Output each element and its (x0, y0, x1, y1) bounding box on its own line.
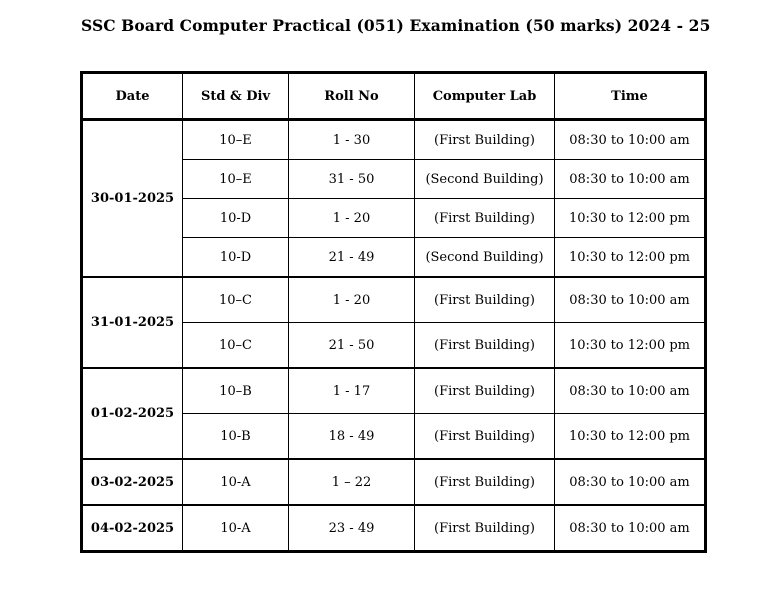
std-div-cell: 10-D (183, 199, 289, 238)
std-div-cell: 10–C (183, 323, 289, 369)
exam-schedule-table (80, 71, 707, 553)
time-cell: 10:30 to 12:00 pm (555, 238, 706, 278)
std-div-cell: 10-B (183, 414, 289, 460)
roll-no-cell: 18 - 49 (289, 414, 415, 460)
table-row (82, 459, 706, 505)
date-cell: 01-02-2025 (82, 368, 183, 459)
roll-no-cell: 1 - 20 (289, 277, 415, 323)
computer-lab-cell: (Second Building) (415, 160, 555, 199)
roll-no-cell: 1 - 17 (289, 368, 415, 414)
computer-lab-cell: (First Building) (415, 414, 555, 460)
time-cell: 08:30 to 10:00 am (555, 277, 706, 323)
time-cell: 08:30 to 10:00 am (555, 160, 706, 199)
table-row (82, 120, 706, 160)
date-cell: 31-01-2025 (82, 277, 183, 368)
roll-no-cell: 21 - 49 (289, 238, 415, 278)
time-cell: 10:30 to 12:00 pm (555, 323, 706, 369)
header-date: Date (82, 73, 183, 120)
time-cell: 08:30 to 10:00 am (555, 368, 706, 414)
header-roll-no: Roll No (289, 73, 415, 120)
roll-no-cell: 1 - 20 (289, 199, 415, 238)
std-div-cell: 10–E (183, 120, 289, 160)
computer-lab-cell: (First Building) (415, 368, 555, 414)
header-time: Time (555, 73, 706, 120)
time-cell: 10:30 to 12:00 pm (555, 199, 706, 238)
table-row (82, 277, 706, 323)
std-div-cell: 10–C (183, 277, 289, 323)
time-cell: 08:30 to 10:00 am (555, 505, 706, 552)
roll-no-cell: 31 - 50 (289, 160, 415, 199)
time-cell: 10:30 to 12:00 pm (555, 414, 706, 460)
header-row (82, 73, 706, 120)
computer-lab-cell: (First Building) (415, 120, 555, 160)
std-div-cell: 10–E (183, 160, 289, 199)
document-title: SSC Board Computer Practical (051) Examination (50 marks) 2024 - 25 (81, 16, 711, 35)
header-computer-lab: Computer Lab (415, 73, 555, 120)
roll-no-cell: 1 - 30 (289, 120, 415, 160)
computer-lab-cell: (First Building) (415, 199, 555, 238)
std-div-cell: 10-A (183, 505, 289, 552)
computer-lab-cell: (First Building) (415, 505, 555, 552)
time-cell: 08:30 to 10:00 am (555, 120, 706, 160)
computer-lab-cell: (First Building) (415, 323, 555, 369)
roll-no-cell: 21 - 50 (289, 323, 415, 369)
header-std-div: Std & Div (183, 73, 289, 120)
computer-lab-cell: (First Building) (415, 277, 555, 323)
table-row (82, 368, 706, 414)
roll-no-cell: 1 – 22 (289, 459, 415, 505)
date-cell: 30-01-2025 (82, 120, 183, 278)
table-row (82, 505, 706, 552)
computer-lab-cell: (First Building) (415, 459, 555, 505)
computer-lab-cell: (Second Building) (415, 238, 555, 278)
date-cell: 03-02-2025 (82, 459, 183, 505)
std-div-cell: 10-A (183, 459, 289, 505)
roll-no-cell: 23 - 49 (289, 505, 415, 552)
date-cell: 04-02-2025 (82, 505, 183, 552)
std-div-cell: 10–B (183, 368, 289, 414)
time-cell: 08:30 to 10:00 am (555, 459, 706, 505)
std-div-cell: 10-D (183, 238, 289, 278)
